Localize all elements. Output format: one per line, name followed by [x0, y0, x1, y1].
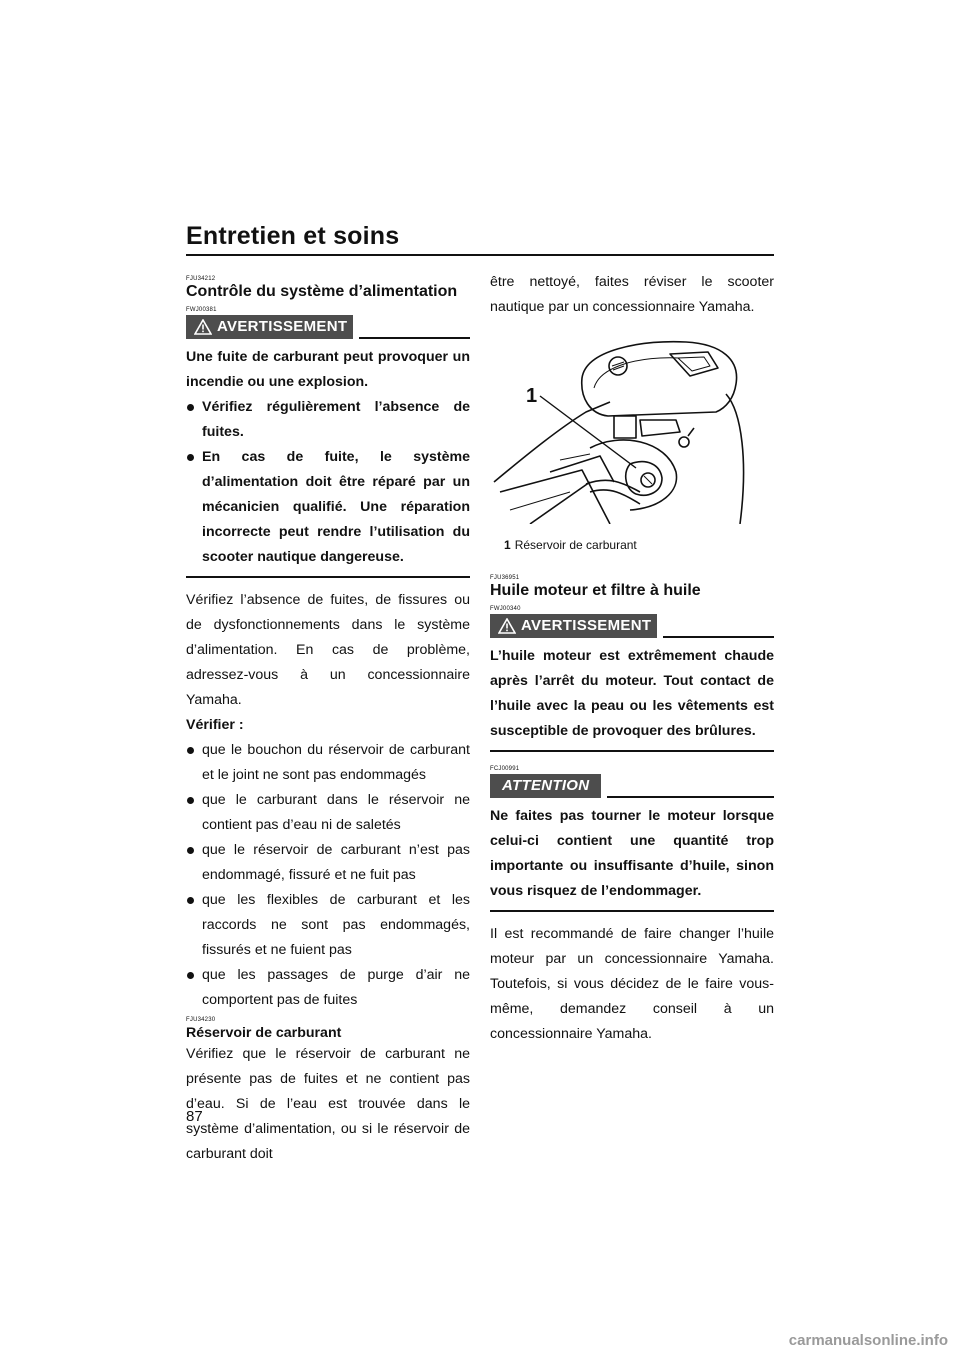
check-item: que le carburant dans le réservoir ne contient pas d’eau ni de saletés	[186, 788, 470, 838]
section-code: FJU36951	[490, 575, 520, 581]
warning-badge	[186, 315, 353, 339]
figure-caption	[490, 537, 774, 553]
warning-header	[186, 315, 470, 339]
warning-item: En cas de fuite, le système d’alimentation doit être réparé par un mécanicien qualifié. Une réparation incorrecte peut rendre l’utilisation du scooter nautique dangereuse.	[186, 445, 470, 570]
warning-header	[490, 614, 774, 638]
subsection-text: Vérifiez que le réservoir de carburant ne présente pas de fuites et ne contient pas d’eau. Si de l’eau est trouvée dans le système d’alimentation, ou si le réservoir de carburant doit	[186, 1046, 470, 1162]
caution-text: Ne faites pas tourner le moteur lorsque celui-ci contient une quantité trop importante ou insuffisante d’huile, sinon vous risquez de l’endommager.	[490, 808, 774, 899]
warning-box	[186, 339, 470, 578]
section-title-engine-oil: Huile moteur et filtre à huile	[490, 582, 701, 599]
warning-item: Vérifiez régulièrement l’absence de fuites.	[186, 395, 470, 445]
check-item: que les flexibles de carburant et les raccords ne sont pas endommagés, fissurés et ne fuient pas	[186, 888, 470, 963]
caution-badge	[490, 774, 601, 798]
check-item: que les passages de purge d’air ne comportent pas de fuites	[186, 963, 470, 1013]
warning-list	[186, 395, 470, 570]
warning-rule	[663, 636, 774, 638]
title-rule	[186, 254, 774, 256]
check-label: Vérifier :	[186, 717, 244, 733]
body-paragraph: Il est recommandé de faire changer l’huile moteur par un concessionnaire Yamaha. Toutefois, si vous décidez de le faire vous-même, demandez conseil à un concessionnaire Yamaha.	[490, 926, 774, 1042]
subsection-title-fuel-tank: Réservoir de carburant	[186, 1025, 342, 1041]
warning-triangle-icon	[194, 319, 212, 335]
right-column	[490, 270, 774, 1047]
warning-rule	[359, 337, 470, 339]
warning-code: FWJ00340	[490, 606, 521, 612]
continuation-paragraph: être nettoyé, faites réviser le scooter nautique par un concessionnaire Yamaha.	[490, 274, 774, 315]
caution-code: FCJ00991	[490, 766, 520, 772]
caution-header	[490, 774, 774, 798]
body-paragraph: Vérifiez l’absence de fuites, de fissures ou de dysfonctionnements dans le système d’alimentation. En cas de problème, adressez-vous à un concessionnaire Yamaha.	[186, 592, 470, 708]
watermark: carmanualsonline.info	[788, 1332, 948, 1349]
caution-box	[490, 798, 774, 912]
warning-text: Une fuite de carburant peut provoquer un incendie ou une explosion.	[186, 349, 470, 390]
check-item: que le réservoir de carburant n’est pas endommagé, fissuré et ne fuit pas	[186, 838, 470, 888]
figure-caption-text: Réservoir de carburant	[514, 538, 637, 552]
warning-label: AVERTISSEMENT	[521, 617, 652, 634]
warning-label: AVERTISSEMENT	[217, 318, 348, 335]
section-code: FJU34212	[186, 276, 216, 282]
figure-caption-number: 1	[504, 538, 511, 552]
left-column	[186, 276, 470, 1167]
check-item: que le bouchon du réservoir de carburant et le joint ne sont pas endommagés	[186, 738, 470, 788]
warning-text: L’huile moteur est extrêmement chaude après l’arrêt du moteur. Tout contact de l’huile avec la peau ou les vêtements est susceptible de provoquer des brûlures.	[490, 648, 774, 739]
warning-triangle-icon	[498, 618, 516, 634]
warning-box	[490, 638, 774, 752]
figure-callout-1: 1	[526, 385, 538, 407]
fuel-tank-illustration	[490, 332, 774, 524]
caution-rule	[607, 796, 774, 798]
warning-badge	[490, 614, 657, 638]
section-title-fuel-system: Contrôle du système d’alimentation	[186, 283, 458, 300]
caution-label: ATTENTION	[502, 777, 590, 794]
warning-code: FWJ00381	[186, 307, 217, 313]
page-title: Entretien et soins	[186, 222, 400, 250]
page-number: 87	[186, 1108, 203, 1125]
subsection-code: FJU34230	[186, 1017, 216, 1023]
check-list	[186, 738, 470, 1013]
